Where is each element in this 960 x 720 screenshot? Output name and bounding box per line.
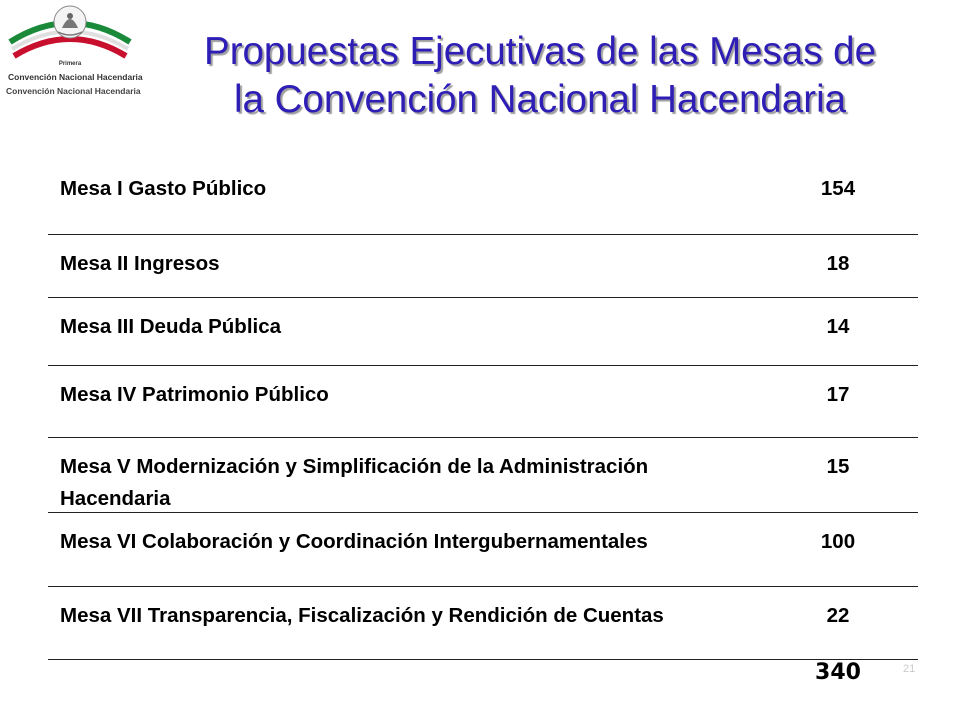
row-value: 17 [826, 383, 850, 406]
logo-line1: Primera [58, 61, 82, 67]
title-line2: la Convención Nacional Hacendaria [233, 78, 847, 121]
row-value: 18 [826, 252, 850, 275]
row-label: Mesa IV Patrimonio Público [60, 383, 329, 406]
page-title [120, 28, 960, 124]
row-value: 15 [826, 455, 850, 478]
row-label: Mesa II Ingresos [60, 252, 220, 275]
logo-line2: Convención Nacional Hacendaria [8, 72, 143, 82]
row-value: 100 [820, 530, 856, 553]
table-row [48, 513, 918, 587]
row-value: 154 [820, 177, 856, 200]
page-number: 21 [903, 663, 916, 675]
row-value: 22 [826, 604, 850, 627]
title-line1: Propuestas Ejecutivas de las Mesas de [204, 30, 876, 73]
logo [2, 2, 143, 102]
row-value: 14 [826, 315, 850, 338]
seal-icon [2, 2, 138, 62]
table-row [48, 438, 918, 513]
logo-line3: Convención Nacional Hacendaria [6, 86, 141, 96]
table-row [48, 366, 918, 438]
total-value: 340 [815, 660, 861, 685]
row-label: Mesa III Deuda Pública [60, 315, 282, 338]
table-row [48, 298, 918, 366]
row-label: Mesa V Modernización y Simplificación de la Administración Hacendaria [60, 455, 649, 510]
table-row [48, 160, 918, 235]
row-label: Mesa I Gasto Público [60, 177, 267, 200]
table-row [48, 235, 918, 298]
table-row [48, 587, 918, 660]
proposals-table [48, 160, 918, 660]
row-label: Mesa VI Colaboración y Coordinación Intergubernamentales [60, 530, 648, 553]
row-label: Mesa VII Transparencia, Fiscalización y Rendición de Cuentas [60, 604, 664, 627]
